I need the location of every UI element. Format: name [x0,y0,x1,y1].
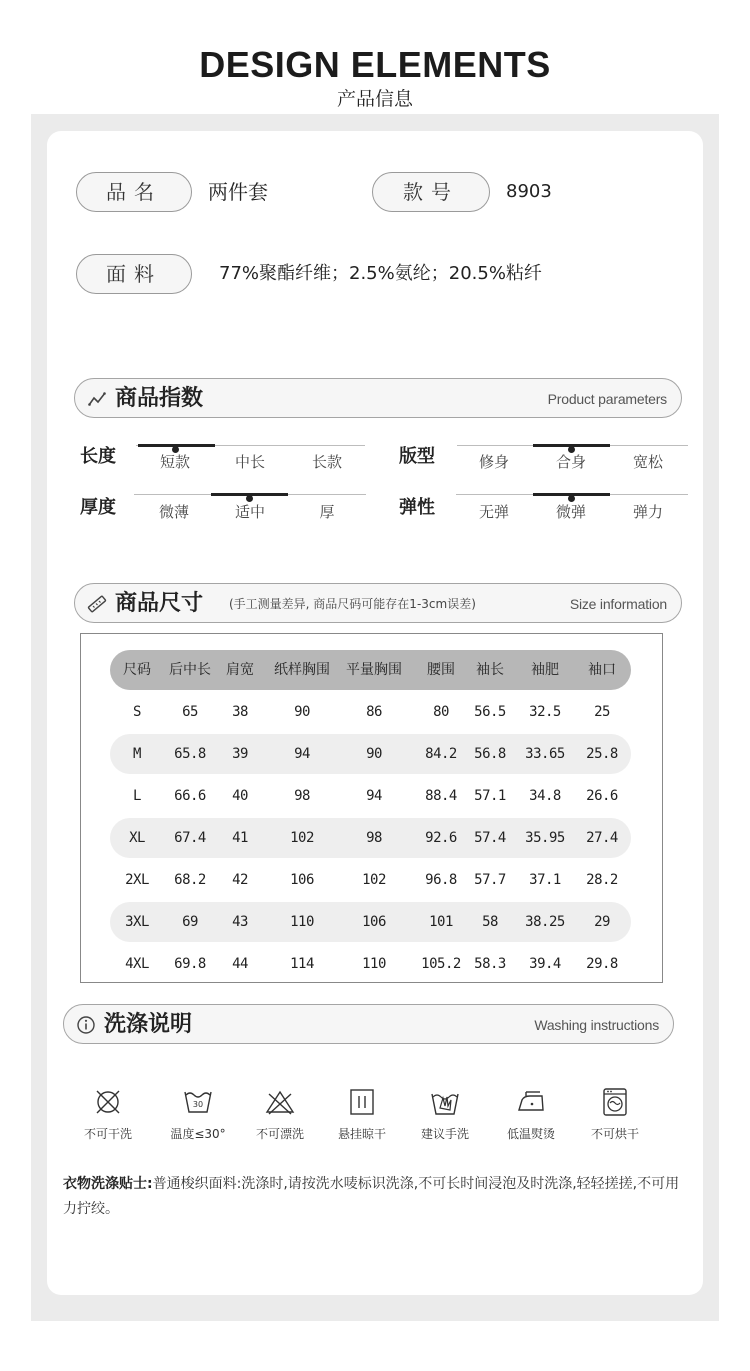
size-cell: 3XL [125,914,149,930]
size-cell: 33.65 [525,746,565,762]
params-subtitle: Product parameters [547,391,667,407]
size-cell: 88.4 [425,788,457,804]
param-option: 适中 [234,503,265,521]
size-cell: 101 [429,914,453,930]
size-cell: 39.4 [529,956,561,972]
size-cell: 32.5 [529,704,561,720]
size-cell: 25.8 [586,746,618,762]
size-cell: M [133,746,141,762]
size-header-cell: 袖肥 [531,662,559,678]
size-cell: 110 [362,956,386,972]
size-cell: S [133,704,141,720]
size-cell: 38 [232,704,248,720]
size-cell: 34.8 [529,788,561,804]
wash-label: 悬挂晾干 [337,1127,386,1141]
wash-item-30 [157,1086,239,1142]
size-cell: 92.6 [425,830,457,846]
size-cell: 69.8 [174,956,206,972]
size-cell: 84.2 [425,746,457,762]
size-cell: 90 [294,704,310,720]
param-option: 微薄 [158,503,189,521]
wash-label: 不可烘干 [590,1127,639,1141]
param-option: 厚 [319,503,335,521]
style-label-pill: 款号 [372,172,490,212]
wash-item-hang-dry [321,1086,403,1142]
size-cell: 57.7 [474,872,506,888]
size-cell: 102 [290,830,314,846]
size-cell: 57.1 [474,788,506,804]
size-table-row [110,734,631,774]
size-table-header [110,650,631,690]
no-dry-clean-icon [91,1086,125,1118]
care-tip-label: 衣物洗涤贴士: [63,1176,153,1192]
size-cell: 29.8 [586,956,618,972]
washing-bar [63,1004,674,1044]
param-option: 无弹 [478,503,509,521]
size-header-cell: 后中长 [169,662,211,678]
size-header-cell: 袖口 [588,662,616,678]
size-header-cell: 袖长 [476,662,504,678]
size-cell: 28.2 [586,872,618,888]
size-cell: 4XL [125,956,149,972]
size-title: 商品尺寸 [115,591,204,616]
size-cell: 114 [290,956,314,972]
wash-label: 建议手洗 [420,1127,469,1141]
size-cell: 68.2 [174,872,206,888]
wash-subtitle: Washing instructions [534,1017,659,1033]
size-cell: 80 [433,704,449,720]
size-table-row [110,860,631,900]
wash-item-hand-wash [404,1086,486,1142]
no-bleach-icon [263,1086,297,1118]
size-cell: 86 [366,704,382,720]
param-label-length: 长度 [80,446,116,467]
size-cell: 58 [482,914,498,930]
size-cell: 106 [362,914,386,930]
size-cell: 94 [294,746,310,762]
size-header-cell: 尺码 [123,662,151,678]
page-title: DESIGN ELEMENTS [199,44,551,85]
size-cell: 106 [290,872,314,888]
size-cell: 29 [594,914,610,930]
size-header-cell: 腰围 [427,662,455,678]
fabric-label-pill: 面料 [76,254,192,294]
size-cell: 96.8 [425,872,457,888]
param-label-fit: 版型 [399,446,435,467]
wash-item-no-tumble-dry [574,1086,656,1142]
size-table-row [110,944,631,983]
param-option: 合身 [555,453,586,471]
size-cell: 102 [362,872,386,888]
param-option: 修身 [478,453,509,471]
size-cell: 105.2 [421,956,461,972]
size-table [80,633,663,983]
name-value: 两件套 [208,180,268,204]
size-cell: 90 [366,746,382,762]
wash-item-low-iron [490,1086,572,1142]
size-cell: 66.6 [174,788,206,804]
wash-label: 低温熨烫 [506,1127,555,1141]
size-cell: 26.6 [586,788,618,804]
style-value: 8903 [506,181,552,202]
graph-icon [87,389,107,409]
hang-dry-icon [345,1086,379,1118]
care-tip-text: 普通梭织面料:洗涤时,请按洗水唛标识洗涤,不可长时间浸泡及时洗涤,轻轻搓搓,不可用力拧绞。 [63,1176,680,1217]
size-header-cell: 平量胸围 [346,662,402,678]
name-label-pill: 品名 [76,172,192,212]
size-cell: 98 [294,788,310,804]
fabric-value: 77%聚酯纤维；2.5%氨纶；20.5%粘纤 [219,263,542,284]
size-cell: 65 [182,704,198,720]
size-cell: 35.95 [525,830,565,846]
size-cell: 94 [366,788,382,804]
size-table-row [110,776,631,816]
param-label-elasticity: 弹性 [399,497,435,518]
size-cell: 67.4 [174,830,206,846]
size-cell: 56.8 [474,746,506,762]
size-table-row [110,818,631,858]
size-cell: 25 [594,704,610,720]
size-cell: 42 [232,872,248,888]
wash-item-no-dry-clean [67,1086,149,1142]
product-params-bar [74,378,682,418]
ruler-icon [87,594,107,614]
param-option: 宽松 [632,453,663,471]
wash-title: 洗涤说明 [104,1012,193,1037]
size-info-bar [74,583,682,623]
size-header-cell: 肩宽 [226,662,254,678]
param-option: 短款 [159,453,190,471]
hand-wash-icon [428,1086,462,1118]
size-table-row [110,902,631,942]
param-label-thickness: 厚度 [80,497,116,518]
no-tumble-dry-icon [598,1086,632,1118]
size-header-cell: 纸样胸围 [274,662,330,678]
size-cell: XL [129,830,145,846]
size-cell: 110 [290,914,314,930]
low-iron-icon [514,1086,548,1118]
param-option: 中长 [234,453,265,471]
size-cell: 27.4 [586,830,618,846]
wash-label: 不可漂洗 [255,1127,304,1141]
care-tip [63,1172,687,1222]
wash-item-no-bleach [239,1086,321,1142]
size-cell: 98 [366,830,382,846]
param-option: 长款 [311,453,342,471]
param-option: 微弹 [555,503,586,521]
wash-temp-text: 30 [192,1100,204,1109]
param-option: 弹力 [632,503,663,521]
size-cell: 58.3 [474,956,506,972]
size-cell: 41 [232,830,248,846]
size-note: (手工测量差异, 商品尺码可能存在1-3cm误差) [229,597,476,611]
wash-label: 不可干洗 [83,1127,132,1141]
size-cell: 44 [232,956,248,972]
size-cell: 39 [232,746,248,762]
info-icon [76,1015,96,1035]
size-table-row [110,692,631,732]
size-cell: 37.1 [529,872,561,888]
size-cell: 38.25 [525,914,565,930]
size-subtitle: Size information [569,596,667,612]
size-cell: 69 [182,914,198,930]
wash-30-icon [181,1086,215,1118]
size-cell: 43 [232,914,248,930]
size-cell: L [133,788,141,804]
wash-label: 温度≤30° [170,1127,226,1141]
size-cell: 56.5 [474,704,506,720]
size-cell: 65.8 [174,746,206,762]
size-cell: 2XL [125,872,149,888]
page-subtitle: 产品信息 [336,88,413,110]
size-cell: 57.4 [474,830,506,846]
params-title: 商品指数 [115,386,204,411]
size-cell: 40 [232,788,248,804]
